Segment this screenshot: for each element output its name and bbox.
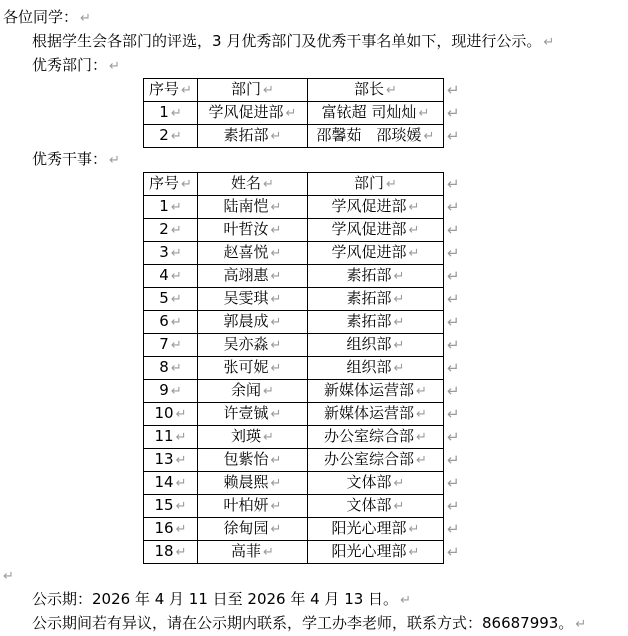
table-row bbox=[144, 541, 461, 564]
cell-end-mark: ↵ bbox=[270, 200, 282, 215]
table-cell: 9 ↵ bbox=[144, 380, 198, 403]
excellent-departments-heading bbox=[3, 54, 628, 78]
cell-end-mark: ↵ bbox=[170, 292, 182, 307]
cell-end-mark: ↵ bbox=[270, 453, 282, 468]
table-cell: 16 ↵ bbox=[144, 518, 198, 541]
table-cell: 郭晨成 ↵ bbox=[198, 311, 308, 334]
cell-end-mark: ↵ bbox=[175, 430, 187, 445]
table-cell: 素拓部 ↵ bbox=[308, 311, 444, 334]
cell-end-mark: ↵ bbox=[408, 246, 420, 261]
cell-end-mark: ↵ bbox=[386, 177, 397, 192]
cell-end-mark: ↵ bbox=[270, 361, 282, 376]
table-row bbox=[144, 518, 461, 541]
paragraph-mark: ↵ bbox=[80, 11, 91, 26]
table-cell: 10 ↵ bbox=[144, 403, 198, 426]
cell-end-mark: ↵ bbox=[270, 292, 282, 307]
table-cell: 部门 ↵ bbox=[198, 79, 308, 102]
table-cell: 8 ↵ bbox=[144, 357, 198, 380]
cell-end-mark: ↵ bbox=[393, 338, 405, 353]
table-cell: 18 ↵ bbox=[144, 541, 198, 564]
row-end-mark: ↵ bbox=[447, 496, 460, 515]
table-cell: 5 ↵ bbox=[144, 288, 198, 311]
salutation-text: 各位同学： bbox=[3, 8, 79, 26]
table-cell: 包紫怡 ↵ bbox=[198, 449, 308, 472]
table-row bbox=[144, 495, 461, 518]
cell-end-mark: ↵ bbox=[175, 476, 187, 491]
cell-end-mark: ↵ bbox=[181, 83, 192, 98]
table-cell: 6 ↵ bbox=[144, 311, 198, 334]
table-row bbox=[144, 334, 461, 357]
table-cell: 高菲 ↵ bbox=[198, 541, 308, 564]
table-cell: 赵喜悦 ↵ bbox=[198, 242, 308, 265]
cell-end-mark: ↵ bbox=[270, 269, 282, 284]
table-cell: 14 ↵ bbox=[144, 472, 198, 495]
cell-end-mark: ↵ bbox=[170, 223, 182, 238]
cell-end-mark: ↵ bbox=[175, 545, 187, 560]
row-end-mark: ↵ bbox=[447, 473, 460, 492]
table-row bbox=[144, 196, 461, 219]
table-cell: 3 ↵ bbox=[144, 242, 198, 265]
paragraph-mark: ↵ bbox=[400, 593, 411, 608]
cell-end-mark: ↵ bbox=[416, 384, 427, 399]
table-cell: 赖晨熙 ↵ bbox=[198, 472, 308, 495]
table-row bbox=[144, 380, 461, 403]
cell-end-mark: ↵ bbox=[408, 522, 420, 537]
paragraph-mark: ↵ bbox=[575, 617, 587, 632]
cell-end-mark: ↵ bbox=[270, 499, 282, 514]
table-cell: 徐甸园 ↵ bbox=[198, 518, 308, 541]
cell-end-mark: ↵ bbox=[416, 453, 427, 468]
dept-heading-text: 优秀部门： bbox=[32, 56, 108, 74]
table-cell: 15 ↵ bbox=[144, 495, 198, 518]
table-cell: 素拓部 ↵ bbox=[308, 265, 444, 288]
table-cell: 叶柏妍 ↵ bbox=[198, 495, 308, 518]
table-row bbox=[144, 449, 461, 472]
row-end-mark: ↵ bbox=[447, 404, 460, 423]
notice-period-text: 公示期：2026 年 4 月 11 日至 2026 年 4 月 13 日。 bbox=[32, 590, 399, 608]
table-cell: 素拓部 ↵ bbox=[308, 288, 444, 311]
cell-end-mark: ↵ bbox=[408, 223, 420, 238]
table-row bbox=[144, 403, 461, 426]
row-end-mark: ↵ bbox=[447, 103, 460, 122]
cell-end-mark: ↵ bbox=[170, 315, 182, 330]
cell-end-mark: ↵ bbox=[393, 292, 405, 307]
table-cell: 文体部 ↵ bbox=[308, 472, 444, 495]
cell-end-mark: ↵ bbox=[263, 430, 274, 445]
table-cell: 阳光心理部 ↵ bbox=[308, 518, 444, 541]
row-end-mark: ↵ bbox=[447, 312, 460, 331]
notice-period-paragraph bbox=[3, 588, 628, 612]
cell-end-mark: ↵ bbox=[270, 338, 282, 353]
table-cell: 1 ↵ bbox=[144, 196, 198, 219]
table-cell: 邵馨茹 邵琰媛 ↵ bbox=[308, 125, 444, 148]
row-end-mark: ↵ bbox=[447, 519, 460, 538]
table-cell: 叶哲汝 ↵ bbox=[198, 219, 308, 242]
row-end-mark: ↵ bbox=[447, 243, 460, 262]
paragraph-mark: ↵ bbox=[3, 569, 14, 584]
table-cell: 办公室综合部 ↵ bbox=[308, 449, 444, 472]
row-end-mark: ↵ bbox=[447, 335, 460, 354]
row-end-mark: ↵ bbox=[447, 80, 460, 99]
cell-end-mark: ↵ bbox=[393, 315, 405, 330]
table-cell: 新媒体运营部 ↵ bbox=[308, 403, 444, 426]
table-cell: 刘瑛 ↵ bbox=[198, 426, 308, 449]
table-cell: 学风促进部 ↵ bbox=[308, 242, 444, 265]
table-row bbox=[144, 311, 461, 334]
row-end-mark: ↵ bbox=[447, 197, 460, 216]
table-cell: 学风促进部 ↵ bbox=[308, 219, 444, 242]
table-row bbox=[144, 79, 461, 102]
table-row bbox=[144, 288, 461, 311]
table-cell: 许壹铖 ↵ bbox=[198, 403, 308, 426]
cell-end-mark: ↵ bbox=[175, 453, 187, 468]
intro-paragraph bbox=[3, 30, 628, 54]
cell-end-mark: ↵ bbox=[393, 499, 405, 514]
table-cell: 2 ↵ bbox=[144, 219, 198, 242]
table-cell: 新媒体运营部 ↵ bbox=[308, 380, 444, 403]
row-end-mark: ↵ bbox=[447, 381, 460, 400]
cell-end-mark: ↵ bbox=[408, 545, 420, 560]
row-end-mark: ↵ bbox=[447, 174, 460, 193]
table-cell: 1 ↵ bbox=[144, 102, 198, 125]
cell-end-mark: ↵ bbox=[170, 361, 182, 376]
cell-end-mark: ↵ bbox=[263, 545, 274, 560]
intro-text: 根据学生会各部门的评选，3 月优秀部门及优秀干事名单如下，现进行公示。 bbox=[32, 32, 542, 50]
cell-end-mark: ↵ bbox=[170, 338, 182, 353]
row-end-mark: ↵ bbox=[447, 289, 460, 308]
cell-end-mark: ↵ bbox=[270, 522, 282, 537]
cell-end-mark: ↵ bbox=[416, 407, 427, 422]
paragraph-mark: ↵ bbox=[543, 35, 555, 50]
table-cell: 吴雯琪 ↵ bbox=[198, 288, 308, 311]
cell-end-mark: ↵ bbox=[170, 129, 182, 144]
contact-paragraph bbox=[3, 612, 628, 636]
table-cell: 富铱超 司灿灿 ↵ bbox=[308, 102, 444, 125]
row-end-mark: ↵ bbox=[447, 220, 460, 239]
officers-table bbox=[143, 172, 461, 564]
table-cell: 部长 ↵ bbox=[308, 79, 444, 102]
cell-end-mark: ↵ bbox=[423, 129, 435, 144]
cell-end-mark: ↵ bbox=[285, 106, 297, 121]
excellent-officers-heading bbox=[3, 148, 628, 172]
row-end-mark: ↵ bbox=[447, 358, 460, 377]
table-row bbox=[144, 265, 461, 288]
cell-end-mark: ↵ bbox=[270, 476, 282, 491]
table-cell: 2 ↵ bbox=[144, 125, 198, 148]
table-cell: 11 ↵ bbox=[144, 426, 198, 449]
cell-end-mark: ↵ bbox=[393, 476, 405, 491]
officer-heading-text: 优秀干事： bbox=[32, 150, 108, 168]
contact-text: 公示期间若有异议，请在公示期内联系，学工办李老师，联系方式：86687993。 bbox=[32, 614, 574, 632]
cell-end-mark: ↵ bbox=[170, 246, 182, 261]
table-cell: 陆南恺 ↵ bbox=[198, 196, 308, 219]
cell-end-mark: ↵ bbox=[170, 384, 182, 399]
table-cell: 办公室综合部 ↵ bbox=[308, 426, 444, 449]
table-cell: 余闻 ↵ bbox=[198, 380, 308, 403]
table-row bbox=[144, 472, 461, 495]
cell-end-mark: ↵ bbox=[181, 177, 192, 192]
table-row bbox=[144, 219, 461, 242]
cell-end-mark: ↵ bbox=[170, 106, 182, 121]
cell-end-mark: ↵ bbox=[270, 223, 282, 238]
table-cell: 学风促进部 ↵ bbox=[198, 102, 308, 125]
table-cell: 组织部 ↵ bbox=[308, 334, 444, 357]
table-row bbox=[144, 173, 461, 196]
row-end-mark: ↵ bbox=[447, 266, 460, 285]
cell-end-mark: ↵ bbox=[170, 269, 182, 284]
table-cell: 素拓部 ↵ bbox=[198, 125, 308, 148]
cell-end-mark: ↵ bbox=[175, 522, 187, 537]
table-row bbox=[144, 102, 461, 125]
row-end-mark: ↵ bbox=[447, 542, 460, 561]
cell-end-mark: ↵ bbox=[263, 177, 274, 192]
cell-end-mark: ↵ bbox=[170, 200, 182, 215]
table-cell: 姓名 ↵ bbox=[198, 173, 308, 196]
cell-end-mark: ↵ bbox=[175, 499, 187, 514]
table-row bbox=[144, 125, 461, 148]
cell-end-mark: ↵ bbox=[263, 83, 274, 98]
cell-end-mark: ↵ bbox=[270, 407, 282, 422]
table-row bbox=[144, 242, 461, 265]
table-cell: 序号 ↵ bbox=[144, 79, 198, 102]
table-cell: 组织部 ↵ bbox=[308, 357, 444, 380]
cell-end-mark: ↵ bbox=[175, 407, 187, 422]
table-cell: 文体部 ↵ bbox=[308, 495, 444, 518]
paragraph-mark: ↵ bbox=[109, 59, 120, 74]
cell-end-mark: ↵ bbox=[393, 361, 405, 376]
table-cell: 阳光心理部 ↵ bbox=[308, 541, 444, 564]
table-cell: 学风促进部 ↵ bbox=[308, 196, 444, 219]
salutation-paragraph bbox=[3, 6, 628, 30]
table-cell: 7 ↵ bbox=[144, 334, 198, 357]
row-end-mark: ↵ bbox=[447, 450, 460, 469]
cell-end-mark: ↵ bbox=[270, 129, 282, 144]
cell-end-mark: ↵ bbox=[263, 384, 274, 399]
cell-end-mark: ↵ bbox=[418, 106, 430, 121]
table-row bbox=[144, 357, 461, 380]
cell-end-mark: ↵ bbox=[270, 246, 282, 261]
table-cell: 高翊惠 ↵ bbox=[198, 265, 308, 288]
cell-end-mark: ↵ bbox=[393, 269, 405, 284]
table-cell: 序号 ↵ bbox=[144, 173, 198, 196]
cell-end-mark: ↵ bbox=[416, 430, 427, 445]
row-end-mark: ↵ bbox=[447, 427, 460, 446]
table-cell: 部门 ↵ bbox=[308, 173, 444, 196]
cell-end-mark: ↵ bbox=[408, 200, 420, 215]
table-cell: 吴亦淼 ↵ bbox=[198, 334, 308, 357]
cell-end-mark: ↵ bbox=[270, 315, 282, 330]
row-end-mark: ↵ bbox=[447, 126, 460, 145]
table-cell: 13 ↵ bbox=[144, 449, 198, 472]
empty-paragraph bbox=[3, 564, 628, 588]
table-cell: 4 ↵ bbox=[144, 265, 198, 288]
departments-table bbox=[143, 78, 461, 148]
paragraph-mark: ↵ bbox=[109, 153, 120, 168]
table-row bbox=[144, 426, 461, 449]
cell-end-mark: ↵ bbox=[386, 83, 397, 98]
table-cell: 张可妮 ↵ bbox=[198, 357, 308, 380]
